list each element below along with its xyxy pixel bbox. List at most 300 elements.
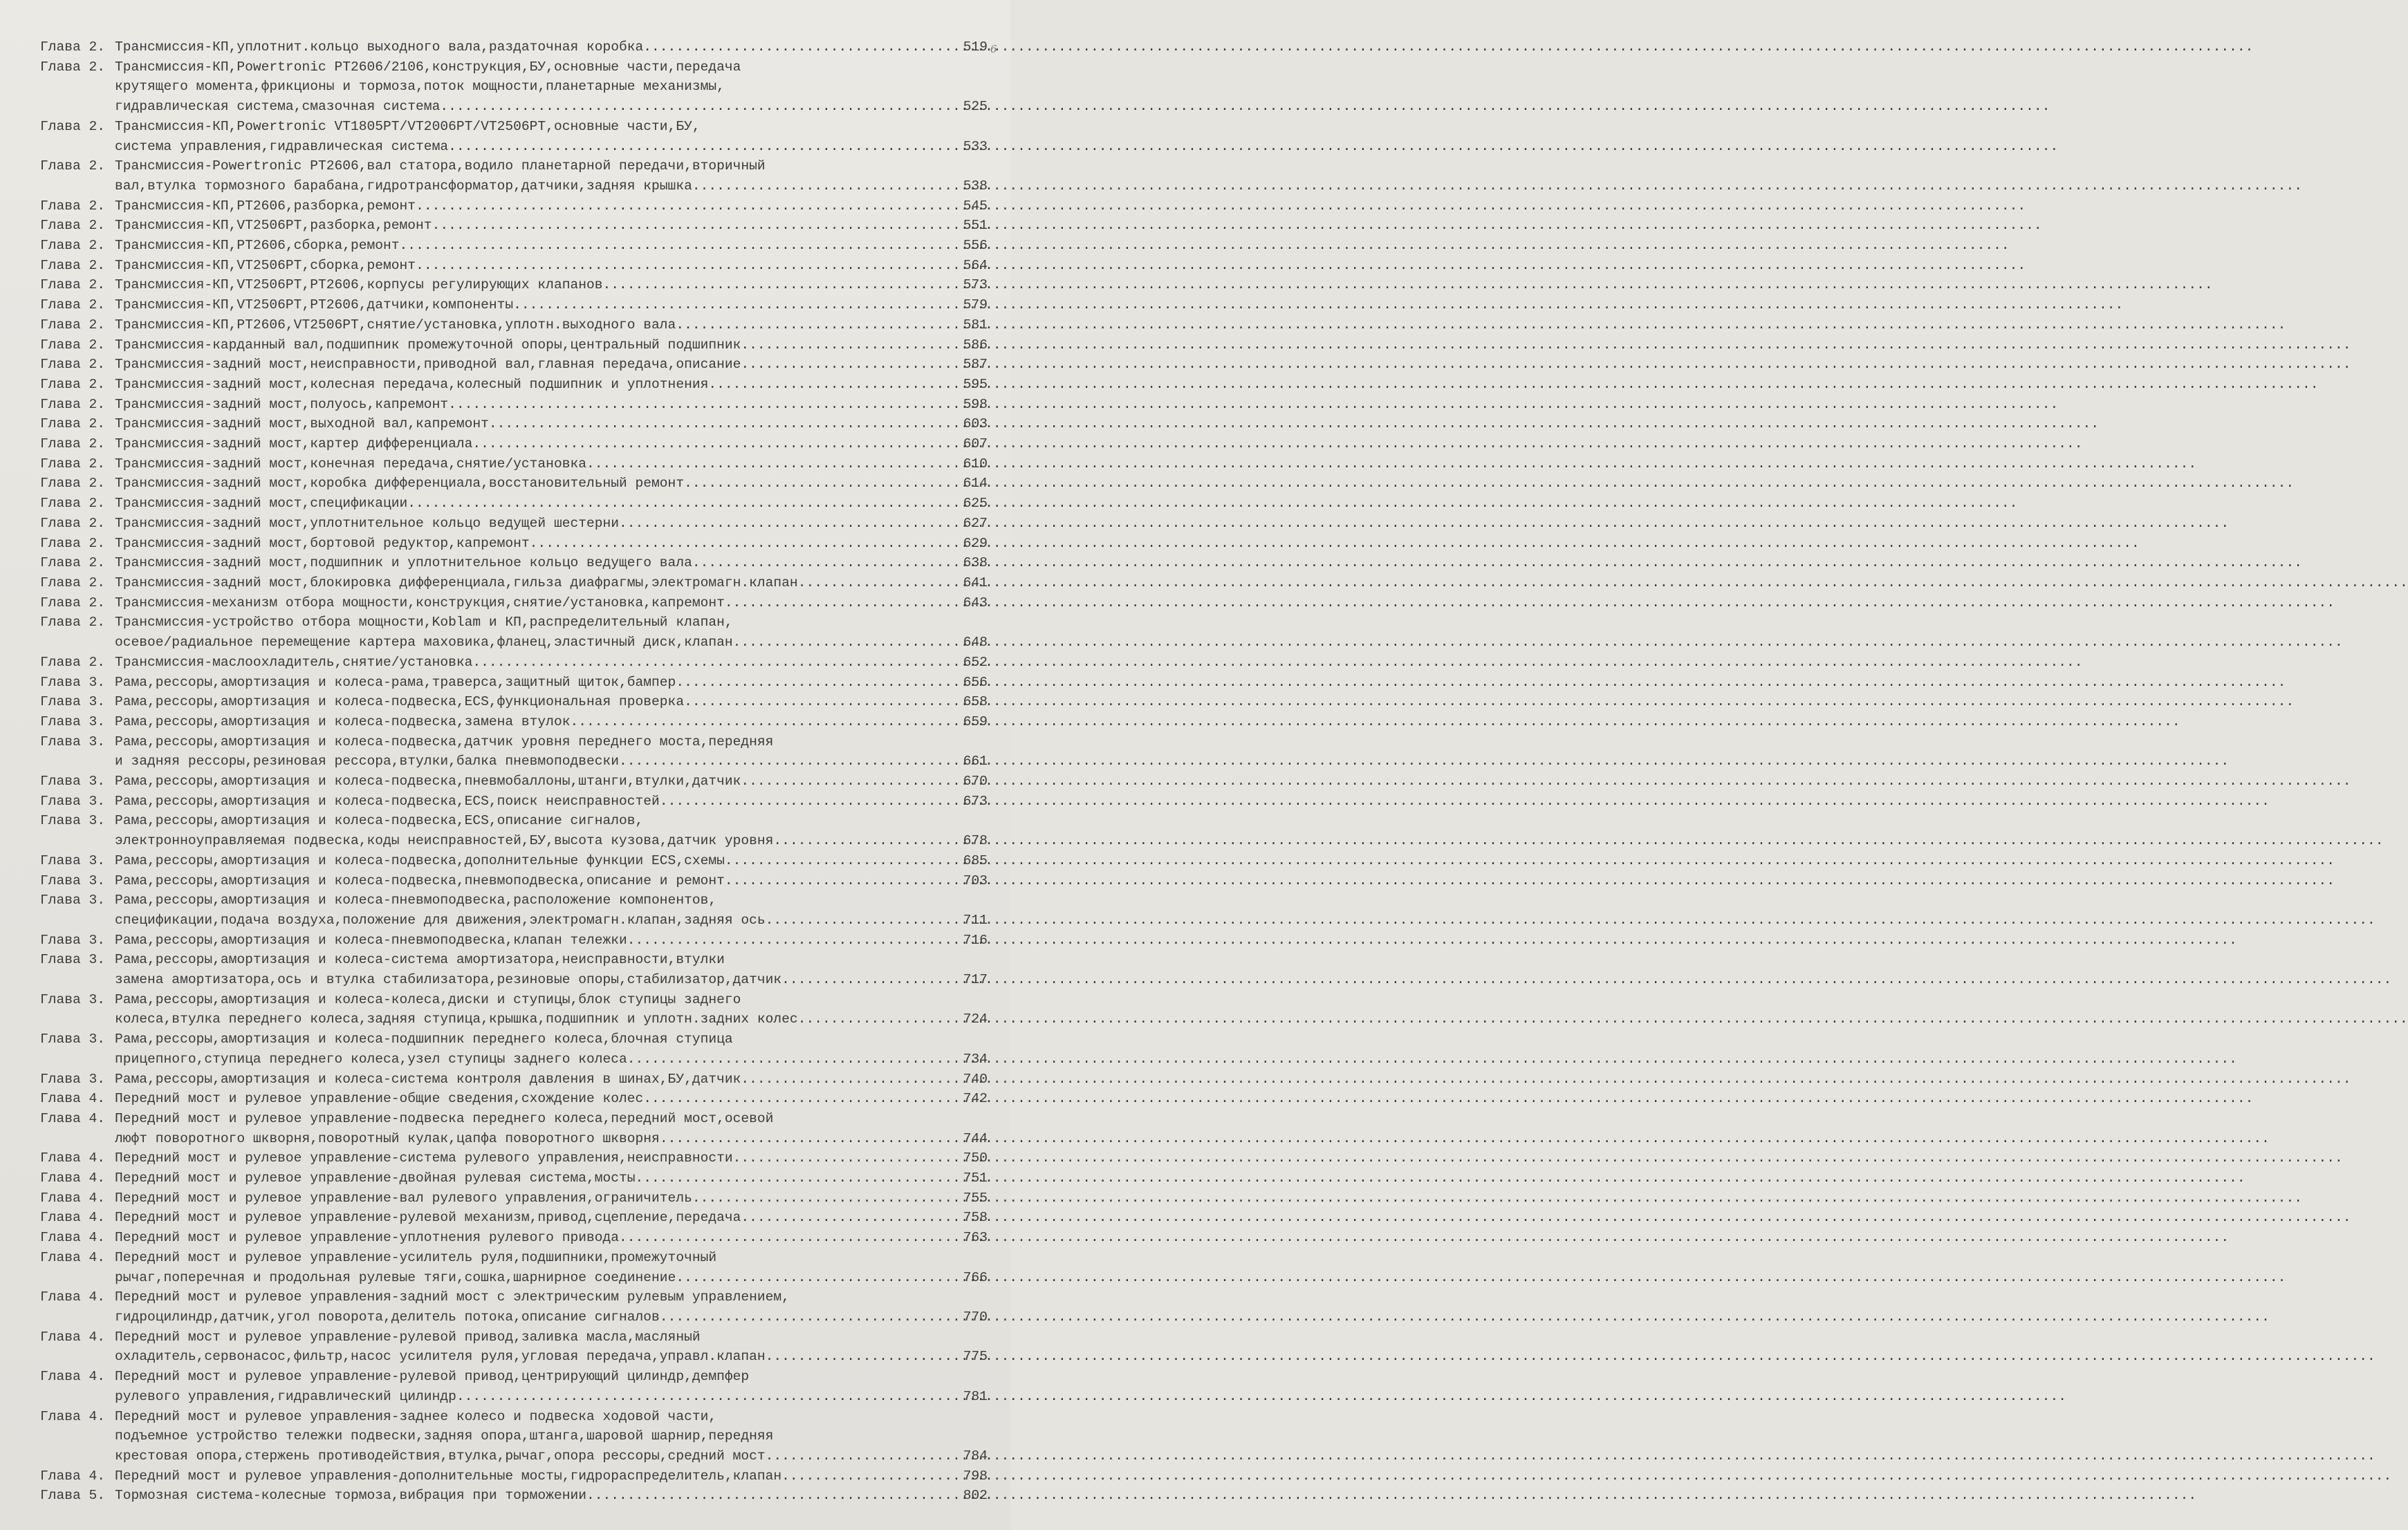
entry-line-text: Рама,рессоры,амортизация и колеса-рама,траверса,защитный щиток,бампер — [115, 674, 676, 690]
entry-line — [115, 514, 988, 534]
chapter-label: Глава 2. — [40, 436, 106, 452]
entry-text — [115, 593, 988, 613]
entry-text — [115, 375, 988, 395]
entry-line-text: Передний мост и рулевое управление-рулевой механизм,привод,сцепление,передача — [115, 1210, 741, 1226]
entry-line-text: Трансмиссия-задний мост,колесная передача,колесный подшипник и уплотнения — [115, 376, 709, 392]
page-number: 538 — [963, 178, 988, 194]
toc-entry — [40, 653, 988, 673]
toc-entry — [40, 692, 988, 712]
toc-entry — [40, 811, 988, 850]
page-number: 784 — [963, 1448, 988, 1464]
chapter-label: Глава 2. — [40, 257, 106, 273]
entry-line — [115, 454, 988, 474]
entry-line-text: Трансмиссия-КП,VT2506PT,сборка,ремонт — [115, 257, 416, 273]
page-number: 581 — [963, 317, 988, 333]
entry-line-text: Трансмиссия-КП,Powertronic VT1805PT/VT2006PT/VT2506PT,основные части,БУ, — [115, 118, 701, 134]
toc-entry — [40, 474, 988, 494]
chapter-label: Глава 4. — [40, 1468, 106, 1484]
dot-leader — [798, 1009, 963, 1029]
entry-line-text: Трансмиссия-КП,VT2506PT,разборка,ремонт — [115, 218, 432, 234]
entry-line — [115, 216, 988, 236]
entry-line-text: прицепного,ступица переднего колеса,узел ступицы заднего колеса — [115, 1051, 627, 1067]
chapter-label: Глава 2. — [40, 297, 106, 313]
toc-entry — [40, 871, 988, 891]
entry-line — [115, 851, 988, 871]
entry-text — [115, 1070, 988, 1090]
toc-entry — [40, 1287, 988, 1327]
entry-text — [115, 931, 988, 951]
entry-line — [115, 236, 988, 256]
dot-leader — [627, 931, 963, 951]
entry-line-text: Рама,рессоры,амортизация и колеса-подвеска,дополнительные функции ECS,схемы — [115, 852, 725, 868]
page-number: 643 — [963, 595, 988, 610]
page-number: 763 — [963, 1230, 988, 1246]
entry-line — [115, 931, 988, 951]
entry-line — [115, 653, 988, 673]
entry-line — [115, 137, 988, 157]
entry-line — [115, 673, 988, 693]
chapter-label: Глава 2. — [40, 337, 106, 353]
entry-line-text: Рама,рессоры,амортизация и колеса-подвеска,датчик уровня переднего моста,передняя — [115, 734, 774, 749]
page-number: 525 — [963, 99, 988, 115]
entry-line-text: охладитель,сервонасос,фильтр,насос усилителя руля,угловая передача,управл.клапан — [115, 1349, 766, 1365]
entry-line — [115, 752, 988, 772]
dot-leader — [407, 494, 963, 514]
entry-line — [115, 1287, 988, 1307]
chapter-label: Глава 2. — [40, 238, 106, 254]
page-number: 638 — [963, 555, 988, 571]
entry-text — [115, 1109, 988, 1148]
chapter-label: Глава 3. — [40, 852, 106, 868]
chapter-label: Глава 3. — [40, 793, 106, 809]
chapter-label: Глава 2. — [40, 496, 106, 512]
entry-line — [115, 315, 988, 335]
chapter-label: Глава 2. — [40, 317, 106, 333]
entry-text — [115, 256, 988, 276]
dot-leader — [636, 1168, 963, 1188]
page-number: 533 — [963, 138, 988, 154]
chapter-label: Глава 2. — [40, 277, 106, 293]
entry-line — [115, 534, 988, 554]
dot-leader — [456, 1387, 963, 1407]
toc-entry — [40, 295, 988, 315]
entry-line-text: Рама,рессоры,амортизация и колеса-подвеска,ECS,функциональная проверка — [115, 694, 685, 710]
toc-entry — [40, 1327, 988, 1367]
entry-text — [115, 1208, 988, 1228]
chapter-label: Глава 3. — [40, 694, 106, 710]
toc-entry — [40, 454, 988, 474]
entry-text — [115, 1248, 988, 1287]
dot-leader — [448, 395, 963, 415]
entry-line — [115, 196, 988, 216]
entry-text — [115, 454, 988, 474]
entry-line-text: Трансмиссия-КП,уплотнит.кольцо выходного вала,раздаточная коробка — [115, 39, 644, 55]
page-number: 711 — [963, 912, 988, 928]
page-number: 798 — [963, 1468, 988, 1484]
entry-line — [115, 1486, 988, 1506]
page-number: 648 — [963, 635, 988, 651]
toc-entry — [40, 1070, 988, 1090]
entry-line — [115, 692, 988, 712]
entry-line-text: Трансмиссия-задний мост,уплотнительное кольцо ведущей шестерни — [115, 515, 620, 531]
entry-text — [115, 890, 988, 930]
entry-line-text: Трансмиссия-задний мост,коробка дифференциала,восстановительный ремонт — [115, 476, 685, 492]
toc-entry — [40, 117, 988, 156]
chapter-label: Глава 3. — [40, 932, 106, 948]
entry-line — [115, 295, 988, 315]
page-number: 678 — [963, 833, 988, 849]
entry-line — [115, 57, 988, 77]
entry-line — [115, 434, 988, 454]
chapter-label: Глава 4. — [40, 1249, 106, 1265]
chapter-label: Глава 3. — [40, 991, 106, 1007]
toc-entry — [40, 890, 988, 930]
entry-line-text: Передний мост и рулевое управления-дополнительные мосты,гидрораспределитель,клапан — [115, 1468, 782, 1484]
entry-line-text: Рама,рессоры,амортизация и колеса-система контроля давления в шинах,БУ,датчик — [115, 1071, 741, 1087]
toc-entry — [40, 1248, 988, 1287]
page-number: 627 — [963, 515, 988, 531]
entry-text — [115, 1486, 988, 1506]
entry-line-text: осевое/радиальное перемещение картера маховика,фланец,эластичный диск,клапан — [115, 635, 733, 651]
entry-line — [115, 1089, 988, 1109]
entry-text — [115, 1466, 988, 1486]
dot-leader — [741, 1070, 963, 1090]
entry-line — [115, 811, 988, 831]
page-number: 656 — [963, 674, 988, 690]
dot-leader — [676, 1268, 963, 1288]
entry-text — [115, 653, 988, 673]
chapter-label: Глава 2. — [40, 218, 106, 234]
toc-entry — [40, 514, 988, 534]
entry-line-text: Рама,рессоры,амортизация и колеса-пневмоподвеска,клапан тележки — [115, 932, 627, 948]
page-number: 750 — [963, 1150, 988, 1166]
entry-line — [115, 1307, 988, 1327]
chapter-label: Глава 2. — [40, 39, 106, 55]
page-number: 545 — [963, 198, 988, 214]
entry-line — [115, 1109, 988, 1129]
chapter-label: Глава 3. — [40, 952, 106, 968]
entry-line-text: Передний мост и рулевое управления-задний мост с электрическим рулевым управлением, — [115, 1289, 790, 1305]
page-number: 734 — [963, 1051, 988, 1067]
dot-leader — [741, 1208, 963, 1228]
dot-leader — [781, 1466, 963, 1486]
page-number: 610 — [963, 456, 988, 472]
chapter-label: Глава 2. — [40, 575, 106, 590]
dot-leader — [725, 593, 963, 613]
page-number: 755 — [963, 1190, 988, 1206]
toc-entry — [40, 732, 988, 772]
entry-text — [115, 553, 988, 573]
toc-entry — [40, 1029, 988, 1069]
page-number: 587 — [963, 357, 988, 373]
toc-entry — [40, 414, 988, 434]
page-number: 658 — [963, 694, 988, 710]
page-number: 744 — [963, 1130, 988, 1146]
chapter-label: Глава 2. — [40, 456, 106, 472]
toc-entry — [40, 792, 988, 812]
chapter-label: Глава 2. — [40, 198, 106, 214]
toc-entry — [40, 851, 988, 871]
page-number: 641 — [963, 575, 988, 590]
entry-text — [115, 355, 988, 375]
entry-line-text: Трансмиссия-задний мост,выходной вал,капремонт — [115, 416, 489, 432]
chapter-label: Глава 3. — [40, 1032, 106, 1047]
entry-line-text: Трансмиссия-КП,Powertronic PT2606/2106,конструкция,БУ,основные части,передача — [115, 59, 741, 75]
chapter-label: Глава 3. — [40, 873, 106, 888]
dot-leader — [660, 792, 963, 812]
entry-line-text: Трансмиссия-маслоохладитель,снятие/установка — [115, 654, 473, 670]
dot-leader — [684, 692, 963, 712]
chapter-label: Глава 3. — [40, 813, 106, 829]
chapter-label: Глава 4. — [40, 1210, 106, 1226]
dot-leader — [676, 315, 963, 335]
entry-text — [115, 335, 988, 355]
toc-entry — [40, 1466, 988, 1486]
entry-line-text: Трансмиссия-КП,VT2506PT,PT2606,датчики,компоненты — [115, 297, 514, 313]
entry-line-text: гидравлическая система,смазочная система — [115, 99, 441, 115]
entry-text — [115, 1287, 988, 1327]
entry-line-text: Рама,рессоры,амортизация и колеса-подвеска,ECS,описание сигналов, — [115, 813, 644, 829]
entry-line-text: Передний мост и рулевое управление-общие сведения,схождение колес — [115, 1091, 644, 1107]
toc-entry — [40, 1367, 988, 1406]
page-number: 673 — [963, 793, 988, 809]
entry-line — [115, 1168, 988, 1188]
page-number: 614 — [963, 476, 988, 492]
dot-leader — [586, 1486, 963, 1506]
entry-line-text: крестовая опора,стержень противодействия,втулка,рычаг,опора рессоры,средний мост — [115, 1448, 766, 1464]
toc-entry — [40, 335, 988, 355]
entry-line — [115, 1466, 988, 1486]
chapter-label: Глава 2. — [40, 555, 106, 571]
entry-line-text: Трансмиссия-устройство отбора мощности,Koblam и КП,распределительный клапан, — [115, 615, 733, 631]
entry-text — [115, 1188, 988, 1209]
page-number: 652 — [963, 654, 988, 670]
toc-entry — [40, 1148, 988, 1168]
page-number: 758 — [963, 1210, 988, 1226]
entry-line-text: Трансмиссия-КП,PT2606,разборка,ремонт — [115, 198, 416, 214]
page-number: 564 — [963, 257, 988, 273]
toc-entry — [40, 275, 988, 295]
dot-leader — [692, 1188, 963, 1209]
chapter-label: Глава 3. — [40, 893, 106, 908]
entry-line-text: Трансмиссия-задний мост,бортовой редуктор,капремонт — [115, 535, 530, 551]
page-number: 742 — [963, 1091, 988, 1107]
entry-text — [115, 1367, 988, 1406]
entry-line — [115, 1367, 988, 1387]
entry-line-text: Передний мост и рулевое управление-двойная рулевая система,мосты — [115, 1170, 636, 1186]
entry-line-text: Трансмиссия-задний мост,картер дифференциала — [115, 436, 473, 452]
dot-leader — [440, 97, 963, 117]
entry-text — [115, 1228, 988, 1248]
entry-line — [115, 375, 988, 395]
entry-text — [115, 792, 988, 812]
entry-line-text: крутящего момента,фрикционы и тормоза,поток мощности,планетарные механизмы, — [115, 79, 725, 95]
toc-entry — [40, 1109, 988, 1148]
entry-line-text: Рама,рессоры,амортизация и колеса-подвеска,пневмобаллоны,штанги,втулки,датчик — [115, 774, 741, 790]
table-of-contents — [40, 37, 988, 1506]
entry-line — [115, 1188, 988, 1209]
entry-line — [115, 1208, 988, 1228]
chapter-label: Глава 2. — [40, 59, 106, 75]
dot-leader — [692, 176, 963, 196]
toc-entry — [40, 196, 988, 216]
entry-text — [115, 692, 988, 712]
entry-line-text: рычаг,поперечная и продольная рулевые тяги,сошка,шарнирное соединение — [115, 1269, 676, 1285]
entry-line — [115, 1029, 988, 1049]
entry-line — [115, 355, 988, 375]
dot-leader — [684, 474, 963, 494]
entry-line-text: Рама,рессоры,амортизация и колеса-подвеска,ECS,поиск неисправностей — [115, 793, 660, 809]
entry-text — [115, 1407, 988, 1466]
entry-line — [115, 792, 988, 812]
chapter-label: Глава 4. — [40, 1408, 106, 1424]
dot-leader — [643, 1089, 963, 1109]
chapter-label: Глава 4. — [40, 1091, 106, 1107]
dot-leader — [530, 534, 963, 554]
page-number: 625 — [963, 496, 988, 512]
entry-text — [115, 295, 988, 315]
toc-entry — [40, 236, 988, 256]
toc-entry — [40, 534, 988, 554]
page-number: 717 — [963, 972, 988, 988]
chapter-label: Глава 4. — [40, 1329, 106, 1345]
chapter-label: Глава 2. — [40, 535, 106, 551]
chapter-label: Глава 3. — [40, 1071, 106, 1087]
page-number: 551 — [963, 218, 988, 234]
entry-line — [115, 1148, 988, 1168]
toc-entry — [40, 712, 988, 732]
entry-line-text: Рама,рессоры,амортизация и колеса-подшипник переднего колеса,блочная ступица — [115, 1032, 733, 1047]
entry-line-text: и задняя рессоры,резиновая рессора,втулки,балка пневмоподвески — [115, 754, 620, 769]
page-number: 716 — [963, 932, 988, 948]
entry-text — [115, 1089, 988, 1109]
entry-line — [115, 335, 988, 355]
dot-leader — [643, 37, 963, 57]
dot-leader — [725, 851, 963, 871]
toc-entry — [40, 1089, 988, 1109]
dot-leader — [766, 1446, 963, 1466]
entry-line — [115, 911, 988, 931]
entry-text — [115, 573, 988, 593]
entry-line-text: Тормозная система-колесные тормоза,вибрация при торможении — [115, 1488, 586, 1504]
chapter-label: Глава 2. — [40, 396, 106, 412]
entry-line — [115, 1387, 988, 1407]
entry-text — [115, 315, 988, 335]
entry-text — [115, 37, 988, 57]
toc-entry — [40, 355, 988, 375]
entry-line — [115, 1009, 988, 1029]
chapter-label: Глава 4. — [40, 1190, 106, 1206]
toc-entry — [40, 1168, 988, 1188]
entry-line-text: Трансмиссия-задний мост,конечная передача,снятие/установка — [115, 456, 586, 472]
entry-text — [115, 1029, 988, 1069]
entry-line-text: Трансмиссия-задний мост,полуось,капремонт — [115, 396, 449, 412]
entry-line-text: вал,втулка тормозного барабана,гидротрансформатор,датчики,задняя крышка — [115, 178, 692, 194]
entry-line — [115, 77, 988, 97]
entry-line — [115, 97, 988, 117]
entry-line — [115, 156, 988, 176]
page-number: 670 — [963, 774, 988, 790]
chapter-label: Глава 4. — [40, 1150, 106, 1166]
dot-leader — [570, 712, 963, 732]
toc-entry — [40, 1208, 988, 1228]
dot-leader — [741, 772, 963, 792]
toc-entry — [40, 1228, 988, 1248]
entry-line — [115, 275, 988, 295]
dot-leader — [619, 1228, 963, 1248]
entry-line — [115, 176, 988, 196]
toc-entry — [40, 494, 988, 514]
entry-line — [115, 1327, 988, 1347]
entry-text — [115, 851, 988, 871]
dot-leader — [513, 295, 963, 315]
toc-entry — [40, 1188, 988, 1209]
page-number: 703 — [963, 873, 988, 888]
entry-line — [115, 37, 988, 57]
page-number: 770 — [963, 1309, 988, 1325]
toc-entry — [40, 950, 988, 989]
entry-line-text: спецификации,подача воздуха,положение для движения,электромагн.клапан,задняя ось — [115, 912, 766, 928]
entry-line-text: Рама,рессоры,амортизация и колеса-подвеска,замена втулок — [115, 713, 571, 729]
toc-entry — [40, 573, 988, 593]
dot-leader — [708, 375, 963, 395]
entry-text — [115, 950, 988, 989]
entry-line-text: люфт поворотного шкворня,поворотный кулак,цапфа поворотного шкворня — [115, 1130, 660, 1146]
chapter-label: Глава 4. — [40, 1289, 106, 1305]
entry-line — [115, 633, 988, 653]
entry-line — [115, 970, 988, 990]
chapter-label: Глава 3. — [40, 774, 106, 790]
entry-line — [115, 1228, 988, 1248]
page-number: 586 — [963, 337, 988, 353]
entry-line-text: Рама,рессоры,амортизация и колеса-подвеска,пневмоподвеска,описание и ремонт — [115, 873, 725, 888]
chapter-label: Глава 4. — [40, 1369, 106, 1385]
chapter-label: Глава 2. — [40, 158, 106, 174]
page-number: 751 — [963, 1170, 988, 1186]
dot-leader — [416, 196, 963, 216]
entry-line — [115, 712, 988, 732]
entry-line-text: Трансмиссия-механизм отбора мощности,конструкция,снятие/установка,капремонт — [115, 595, 725, 610]
entry-line — [115, 1446, 988, 1466]
entry-line-text: подъемное устройство тележки подвески,задняя опора,штанга,шаровой шарнир,передняя — [115, 1428, 774, 1444]
entry-line — [115, 256, 988, 276]
entry-text — [115, 494, 988, 514]
page-number: 573 — [963, 277, 988, 293]
entry-line — [115, 1407, 988, 1427]
entry-line-text: гидроцилиндр,датчик,угол поворота,делитель потока,описание сигналов — [115, 1309, 660, 1325]
chapter-label: Глава 2. — [40, 357, 106, 373]
dot-leader — [472, 653, 963, 673]
entry-line — [115, 871, 988, 891]
entry-text — [115, 156, 988, 196]
dot-leader — [489, 414, 963, 434]
entry-line — [115, 890, 988, 911]
dot-leader — [416, 256, 963, 276]
toc-entry — [40, 156, 988, 196]
entry-text — [115, 57, 988, 117]
page-number: 629 — [963, 535, 988, 551]
entry-line — [115, 1070, 988, 1090]
entry-text — [115, 1327, 988, 1367]
dot-leader — [603, 275, 963, 295]
entry-line-text: Передний мост и рулевое управления-заднее колесо и подвеска ходовой части, — [115, 1408, 717, 1424]
entry-text — [115, 534, 988, 554]
entry-line-text: Трансмиссия-задний мост,спецификации — [115, 496, 408, 512]
toc-entry — [40, 256, 988, 276]
entry-line — [115, 990, 988, 1010]
page-number: 659 — [963, 713, 988, 729]
toc-entry — [40, 673, 988, 693]
